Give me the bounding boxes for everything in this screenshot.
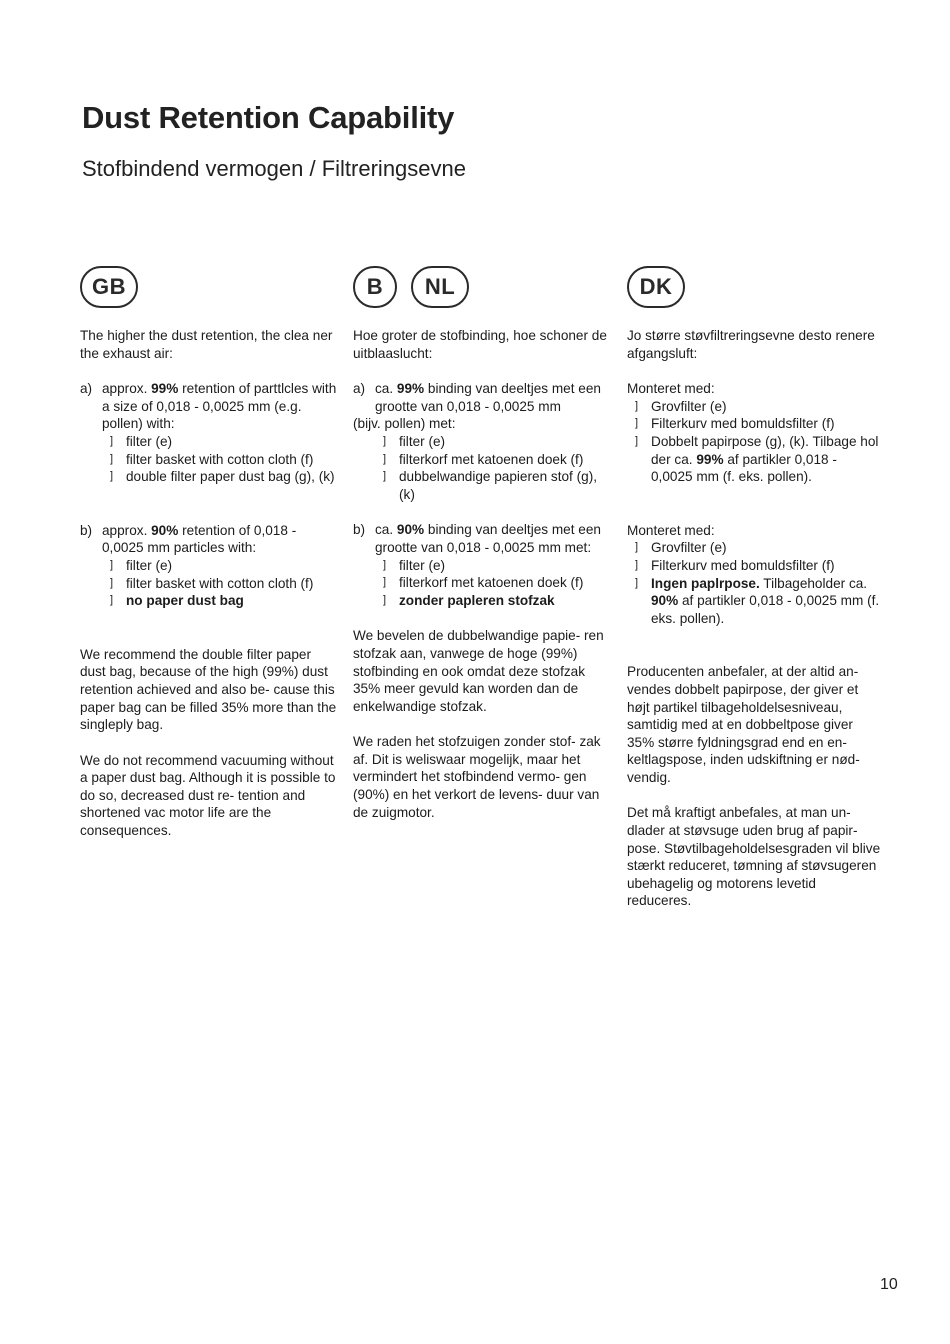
nl-a-text-1: ca.	[375, 381, 397, 397]
list-item	[627, 415, 882, 433]
bullet-mark: ]	[383, 470, 387, 483]
gb-section-b	[80, 522, 340, 557]
column-dk	[627, 266, 882, 910]
dk-intro: Jo større støvfiltreringsevne desto renere afgangsluft:	[627, 328, 875, 361]
gb-b-text	[102, 522, 340, 557]
gb-a-text-2: retention of parttlcles with a size of 0,018 - 0,0025 mm (e.g. pollen) with:	[102, 381, 337, 432]
list-item	[102, 468, 340, 486]
nl-a-bold: 99%	[396, 381, 425, 397]
dk-b-item-3-text-1: Tilbageholder ca.	[759, 575, 868, 591]
nl-b-item-3: zonder papleren stofzak	[399, 592, 555, 608]
dk-b-item-3-bold-2: 90%	[651, 593, 679, 609]
country-badge-gb: GB	[80, 266, 138, 308]
nl-a-item-2: filterkorf met katoenen doek (f)	[399, 451, 584, 467]
dk-a-item-3-bold: 99%	[696, 451, 724, 467]
bullet-mark: ]	[635, 417, 639, 430]
badge-row-nl	[353, 266, 611, 311]
dk-b-item-3	[651, 575, 882, 628]
bullet-mark: ]	[383, 593, 387, 606]
badge-row-dk	[627, 266, 882, 311]
bullet-mark: ]	[635, 558, 639, 571]
nl-section-a	[353, 380, 611, 415]
nl-a-text-2: binding van deeltjes met een grootte van 0,018 - 0,0025 mm	[375, 381, 601, 414]
bullet-mark: ]	[110, 576, 114, 589]
bullet-mark: ]	[383, 452, 387, 465]
dk-b-item-2: Filterkurv med bomuldsfilter (f)	[651, 557, 835, 573]
dk-b-item-3-bold: Ingen paplrpose.	[651, 575, 760, 591]
nl-b-item-1: filter (e)	[399, 557, 446, 573]
nl-b-bold: 90%	[396, 522, 425, 538]
list-item	[375, 592, 611, 610]
gb-a-item-2: filter basket with cotton cloth (f)	[126, 451, 314, 467]
nl-b-text-2: binding van deeltjes met een grootte van 0,018 - 0,0025 mm met:	[375, 522, 601, 555]
bullet-mark: ]	[635, 399, 639, 412]
gb-b-text-1: approx.	[102, 522, 152, 538]
list-item	[102, 557, 340, 575]
list-item	[627, 539, 882, 557]
bullet-mark: ]	[110, 594, 114, 607]
gb-a-item-3: double filter paper dust bag (g), (k)	[126, 469, 335, 485]
gb-a-bold: 99%	[151, 381, 179, 397]
bullet-mark: ]	[383, 434, 387, 447]
bullet-mark: ]	[110, 558, 114, 571]
country-badge-nl: NL	[411, 266, 469, 308]
gb-b-item-3: no paper dust bag	[126, 593, 244, 609]
nl-para-2: We raden het stofzuigen zonder stof- zak af. Dit is weliswaar mogelijk, maar het vermindert het stofbindend vermo- gen (90%) en het verkort de levens- duur van de zuigmotor.	[353, 734, 601, 820]
list-item	[627, 398, 882, 416]
page-title: Dust Retention Capability	[82, 100, 455, 135]
badge-row-gb	[80, 266, 340, 311]
gb-b-item-2: filter basket with cotton cloth (f)	[126, 575, 314, 591]
dk-a-item-2: Filterkurv med bomuldsfilter (f)	[651, 416, 835, 432]
list-item	[375, 557, 611, 575]
bullet-mark: ]	[635, 576, 639, 589]
nl-a-text	[375, 380, 611, 415]
list-item	[102, 575, 340, 593]
list-item	[627, 433, 882, 486]
column-nl	[353, 266, 611, 821]
bullet-mark: ]	[635, 434, 639, 447]
gb-b-item-1: filter (e)	[126, 557, 173, 573]
list-item	[102, 451, 340, 469]
list-item	[375, 468, 611, 503]
gb-a-item-1: filter (e)	[126, 433, 173, 449]
nl-a-item-1: filter (e)	[399, 433, 446, 449]
nl-b-label: b)	[353, 522, 366, 538]
list-item	[102, 433, 340, 451]
dk-para-2: Det må kraftigt anbefales, at man un- dlader at støvsuge uden brug af papir- pose. Støvtilbageholdelsesgraden vil blive stærkt reduceret, tømning af støvsugeren ubehagelig og motorens levetid reduceres.	[627, 805, 881, 909]
gb-section-a	[80, 380, 340, 433]
list-item	[375, 451, 611, 469]
page-number: 10	[880, 1276, 898, 1293]
nl-b-text-1: ca.	[375, 522, 397, 538]
page-subtitle: Stofbindend vermogen / Filtreringsevne	[82, 156, 466, 181]
bullet-mark: ]	[635, 541, 639, 554]
bullet-mark: ]	[110, 470, 114, 483]
gb-para-2: We do not recommend vacuuming without a paper dust bag. Although it is possible to do so, decreased dust re- tention and shortened vac motor life are the consequences.	[80, 752, 336, 839]
nl-para-1: We bevelen de dubbelwandige papie- ren stofzak aan, vanwege de hoge (99%) stofbinding en ook omdat deze stofzak 35% meer gevuld kan worden dan de enkelwandige stofzak.	[353, 628, 604, 714]
gb-para-1: We recommend the double filter paper dust bag, because of the high (99%) dust retention achieved and also be- cause this paper bag can be filled 35% more than the singleply bag.	[80, 646, 337, 733]
dk-a-head: Monteret med:	[627, 381, 715, 397]
dk-b-head: Monteret med:	[627, 522, 715, 538]
dk-para-1: Producenten anbefaler, at der altid an- vendes dobbelt papirpose, der giver et højt partikel tilbageholdelsesniveau, samtidig med at en dobbeltpose giver 35% større fyldningsgrad end en en- keltlagspose, inden udskiftning er nød- vendig.	[627, 664, 860, 785]
dk-a-item-3-text-2: af partikler 0,018 - 0,0025 mm (f. eks. pollen).	[651, 451, 837, 485]
bullet-mark: ]	[110, 452, 114, 465]
list-item	[102, 592, 340, 610]
gb-intro: The higher the dust retention, the clea ner the exhaust air:	[80, 328, 333, 361]
nl-b-text	[375, 521, 611, 556]
gb-b-text-2: retention of 0,018 - 0,0025 mm particles with:	[102, 522, 297, 556]
nl-section-b	[353, 521, 611, 556]
dk-a-item-3-text-1: Dobbelt papirpose (g), (k). Tilbage hol der ca.	[651, 433, 879, 467]
gb-a-text	[102, 380, 340, 433]
bullet-mark: ]	[383, 576, 387, 589]
nl-intro: Hoe groter de stofbinding, hoe schoner de uitblaaslucht:	[353, 328, 607, 361]
nl-a-text-3: (bijv. pollen) met:	[353, 416, 456, 432]
nl-b-item-2: filterkorf met katoenen doek (f)	[399, 575, 584, 591]
gb-a-text-1: approx.	[102, 381, 152, 397]
list-item	[627, 557, 882, 575]
gb-a-label: a)	[80, 381, 93, 397]
country-badge-dk: DK	[627, 266, 685, 308]
list-item	[627, 575, 882, 628]
gb-b-label: b)	[80, 522, 93, 538]
list-item	[375, 433, 611, 451]
dk-a-item-1: Grovfilter (e)	[651, 398, 727, 414]
column-gb	[80, 266, 340, 840]
list-item	[375, 574, 611, 592]
nl-a-label: a)	[353, 381, 366, 397]
nl-a-item-3: dubbelwandige papieren stof (g), (k)	[399, 469, 597, 502]
gb-b-bold: 90%	[151, 522, 179, 538]
bullet-mark: ]	[383, 558, 387, 571]
country-badge-b: B	[353, 266, 397, 308]
dk-b-item-3-text-2: af partikler 0,018 - 0,0025 mm (f. eks. pollen).	[651, 593, 880, 626]
dk-a-item-3	[651, 433, 882, 486]
bullet-mark: ]	[110, 434, 114, 447]
dk-b-item-1: Grovfilter (e)	[651, 540, 727, 556]
